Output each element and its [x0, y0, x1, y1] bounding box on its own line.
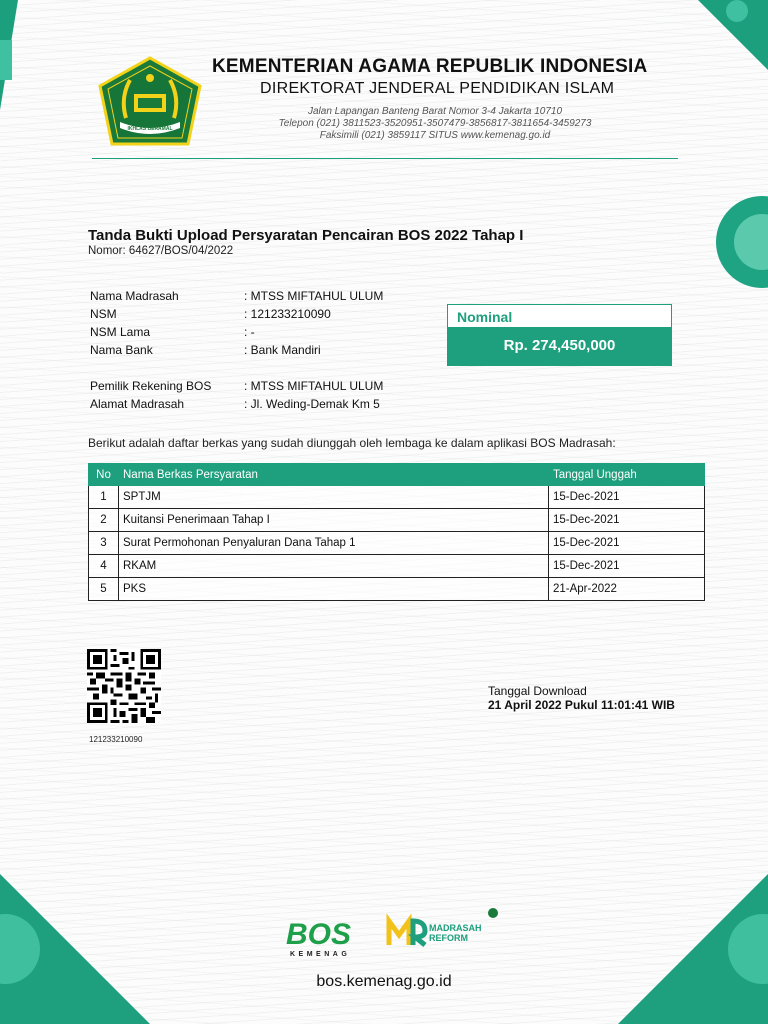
download-date-label: Tanggal Download — [488, 684, 587, 698]
madrasah-reform-logo — [385, 905, 505, 957]
table-row — [89, 555, 705, 578]
row-no: 2 — [89, 509, 119, 532]
bos-kemenag-logo — [284, 912, 364, 962]
info-label-nama-madrasah: Nama Madrasah — [90, 289, 179, 303]
row-file-name: PKS — [119, 578, 549, 601]
column-header-no: No — [89, 464, 119, 486]
row-no: 3 — [89, 532, 119, 555]
nominal-box — [447, 304, 672, 366]
info-value-nama-madrasah: : MTSS MIFTAHUL ULUM — [244, 289, 384, 303]
bos-logo-text: BOS — [286, 918, 352, 951]
download-date-value: 21 April 2022 Pukul 11:01:41 WIB — [488, 698, 675, 712]
document-title: Tanda Bukti Upload Persyaratan Pencairan BOS 2022 Tahap I — [88, 227, 524, 244]
address-line-1: Jalan Lapangan Banteng Barat Nomor 3-4 Jakarta 10710 — [307, 106, 563, 117]
directorate-title: DIREKTORAT JENDERAL PENDIDIKAN ISLAM — [260, 80, 615, 97]
row-file-name: Kuitansi Penerimaan Tahap I — [119, 509, 549, 532]
row-upload-date: 15-Dec-2021 — [549, 555, 705, 578]
column-header-nama-berkas: Nama Berkas Persyaratan — [119, 464, 549, 486]
info-label-alamat-madrasah: Alamat Madrasah — [90, 397, 185, 411]
nominal-label: Nominal — [457, 309, 513, 325]
row-no: 1 — [89, 486, 119, 509]
mr-logo-text-1: MADRASAH — [429, 923, 482, 933]
ministry-title: KEMENTERIAN AGAMA REPUBLIK INDONESIA — [212, 56, 648, 77]
info-label-pemilik-rekening: Pemilik Rekening BOS — [90, 379, 212, 393]
info-label-nama-bank: Nama Bank — [90, 343, 153, 357]
qr-code-icon — [87, 649, 161, 723]
table-row — [89, 486, 705, 509]
mr-logo-text-2: REFORM — [429, 933, 468, 943]
column-header-tanggal: Tanggal Unggah — [549, 464, 705, 486]
info-label-nsm: NSM — [90, 307, 117, 321]
files-table-header — [89, 464, 705, 486]
kemenag-logo — [96, 56, 204, 148]
row-upload-date: 15-Dec-2021 — [549, 532, 705, 555]
qr-caption: 121233210090 — [89, 735, 143, 744]
files-intro-text: Berikut adalah daftar berkas yang sudah diunggah oleh lembaga ke dalam aplikasi BOS Madrasah: — [88, 436, 616, 450]
info-value-alamat-madrasah: : Jl. Weding-Demak Km 5 — [244, 397, 380, 411]
row-no: 5 — [89, 578, 119, 601]
row-file-name: RKAM — [119, 555, 549, 578]
logo-ribbon-text: IKHLAS BERAMAL — [127, 126, 173, 132]
row-file-name: Surat Permohonan Penyaluran Dana Tahap 1 — [119, 532, 549, 555]
row-no: 4 — [89, 555, 119, 578]
ministry-address — [250, 106, 620, 142]
info-value-nsm: : 121233210090 — [244, 307, 331, 321]
info-value-nama-bank: : Bank Mandiri — [244, 343, 321, 357]
corner-decoration-top-right-circle — [726, 0, 748, 22]
corner-decoration-top-left-accent — [0, 40, 12, 80]
address-line-2: Telepon (021) 3811523-3520951-3507479-3856817-3811654-3459273 — [278, 118, 592, 129]
row-upload-date: 15-Dec-2021 — [549, 486, 705, 509]
nominal-amount: Rp. 274,450,000 — [448, 327, 671, 365]
footer-url: bos.kemenag.go.id — [316, 973, 452, 990]
bos-logo-subtext: KEMENAG — [290, 951, 351, 958]
files-table — [88, 463, 705, 601]
row-upload-date: 21-Apr-2022 — [549, 578, 705, 601]
info-value-nsm-lama: : - — [244, 325, 255, 339]
address-line-3: Faksimili (021) 3859117 SITUS www.kemenag.go.id — [319, 130, 551, 141]
info-value-pemilik-rekening: : MTSS MIFTAHUL ULUM — [244, 379, 384, 393]
table-row — [89, 509, 705, 532]
table-row — [89, 532, 705, 555]
document-number: Nomor: 64627/BOS/04/2022 — [88, 245, 234, 257]
row-file-name: SPTJM — [119, 486, 549, 509]
row-upload-date: 15-Dec-2021 — [549, 509, 705, 532]
info-label-nsm-lama: NSM Lama — [90, 325, 151, 339]
table-row — [89, 578, 705, 601]
header-divider — [92, 158, 678, 159]
